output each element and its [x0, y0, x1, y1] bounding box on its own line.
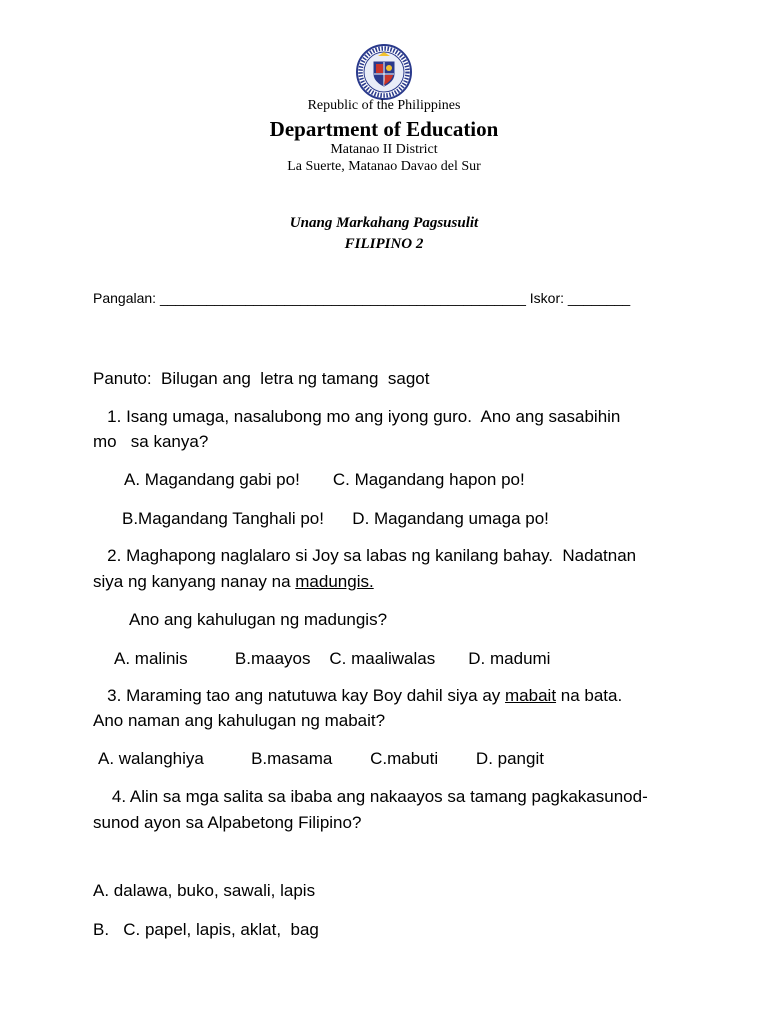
score-blank[interactable]: ________ — [567, 290, 631, 306]
underlined-word-mabait: mabait — [505, 686, 557, 705]
question-1-choices-a-c: A. Magandang gabi po! C. Magandang hapon po! — [124, 470, 525, 489]
name-label: Pangalan: — [93, 290, 157, 306]
instructions: Panuto: Bilugan ang letra ng tamang sagot — [93, 369, 430, 388]
exam-subject: FILIPINO 2 — [344, 236, 424, 252]
question-2-line-1: 2. Maghapong naglalaro si Joy sa labas ng kanilang bahay. Nadatnan — [93, 546, 637, 565]
question-3-line-2: Ano naman ang kahulugan ng mabait? — [93, 711, 386, 730]
underlined-word-madungis: madungis. — [295, 572, 374, 591]
question-3-line-1-end: na bata. — [556, 686, 623, 705]
question-1-line-1: 1. Isang umaga, nasalubong mo ang iyong guro. Ano ang sasabihin — [93, 407, 621, 426]
department-title: Department of Education — [269, 117, 499, 141]
question-2-line-3: Ano ang kahulugan ng madungis? — [129, 610, 388, 629]
question-4-choice-a: A. dalawa, buko, sawali, lapis — [93, 881, 316, 900]
question-4-choice-b: B. C. papel, lapis, aklat, bag — [93, 920, 319, 939]
question-4-line-2: sunod ayon sa Alpabetong Filipino? — [93, 813, 362, 832]
question-3-line-1-text: 3. Maraming tao ang natutuwa kay Boy dahil siya ay — [93, 686, 506, 705]
address-line: La Suerte, Matanao Davao del Sur — [287, 159, 481, 174]
deped-seal-logo — [352, 44, 416, 100]
exam-title: Unang Markahang Pagsusulit — [289, 215, 479, 231]
score-label: Iskor: — [529, 290, 565, 306]
question-3-line-1 — [93, 683, 622, 708]
name-score-line — [93, 290, 630, 306]
question-2-choices: A. malinis B.maayos C. maaliwalas D. madumi — [114, 649, 551, 668]
question-3-choices: A. walanghiya B.masama C.mabuti D. pangit — [98, 749, 544, 768]
question-4-line-1: 4. Alin sa mga salita sa ibaba ang nakaayos sa tamang pagkakasunod- — [93, 787, 648, 806]
question-1-choices-b-d: B.Magandang Tanghali po! D. Magandang umaga po! — [122, 509, 549, 528]
question-2-line-2 — [93, 569, 374, 594]
district-line: Matanao II District — [330, 142, 438, 157]
question-2-line-2-text: siya ng kanyang nanay na — [93, 572, 296, 591]
republic-line: Republic of the Philippines — [307, 98, 461, 113]
name-blank[interactable]: _______________________________________________ — [159, 290, 526, 306]
question-1-line-2: mo sa kanya? — [93, 432, 209, 451]
